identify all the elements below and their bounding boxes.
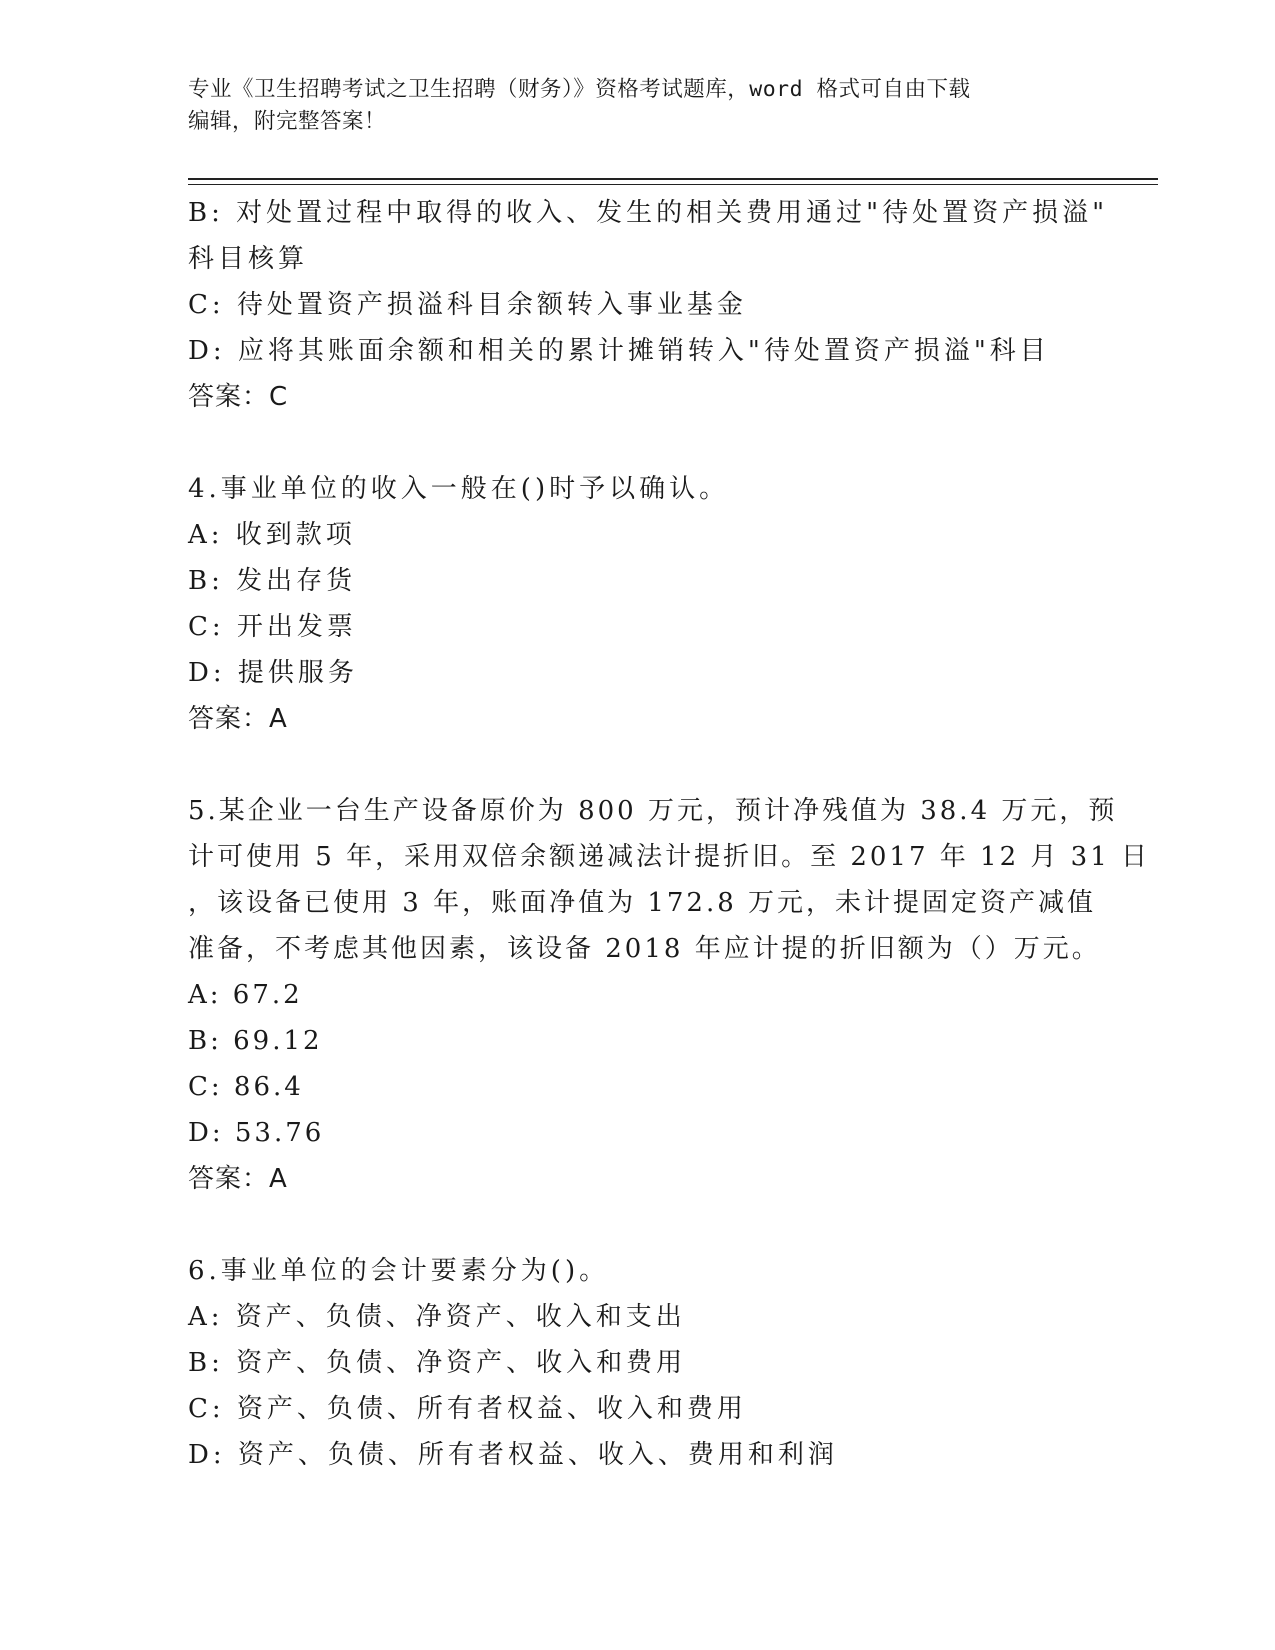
option-c: C: 资产、负债、所有者权益、收入和费用	[188, 1394, 747, 1424]
question-3	[188, 190, 1109, 420]
option-a: A: 67.2	[188, 980, 303, 1010]
spacer	[188, 420, 1088, 466]
option-b: B: 对处置过程中取得的收入、发生的相关费用通过"待处置资产损溢"	[188, 198, 1109, 228]
option-a: A: 资产、负债、净资产、收入和支出	[188, 1302, 686, 1332]
answer: 答案：A	[188, 704, 288, 734]
option-b: B: 发出存货	[188, 566, 357, 596]
option-c: C: 待处置资产损溢科目余额转入事业基金	[188, 290, 747, 320]
header-divider-thick	[188, 178, 1158, 180]
document-header	[188, 74, 1078, 138]
header-divider-thin	[188, 184, 1158, 185]
option-b: B: 资产、负债、净资产、收入和费用	[188, 1348, 687, 1378]
option-c: C: 开出发票	[188, 612, 357, 642]
spacer	[188, 742, 1088, 788]
question-list	[188, 190, 1150, 1478]
option-d: D: 53.76	[188, 1118, 325, 1148]
question-stem-line-3: ，该设备已使用 3 年，账面净值为 172.8 万元，未计提固定资产减值	[188, 888, 1097, 918]
header-line-2: 编辑，附完整答案！	[188, 109, 387, 134]
question-stem-line-1: 5.某企业一台生产设备原价为 800 万元，预计净残值为 38.4 万元，预	[188, 796, 1118, 826]
answer: 答案：A	[188, 1164, 288, 1194]
question-stem-line-2: 计可使用 5 年，采用双倍余额递减法计提折旧。至 2017 年 12 月 31 日	[188, 842, 1150, 872]
option-b-continued: 科目核算	[188, 244, 309, 274]
option-d: D: 资产、负债、所有者权益、收入、费用和利润	[188, 1440, 838, 1470]
question-4	[188, 466, 1088, 742]
option-d: D: 应将其账面余额和相关的累计摊销转入"待处置资产损溢"科目	[188, 336, 1050, 366]
header-line-1: 专业《卫生招聘考试之卫生招聘（财务）》资格考试题库，word 格式可自由下载	[188, 77, 971, 102]
question-stem: 6.事业单位的会计要素分为()。	[188, 1256, 610, 1286]
option-a: A: 收到款项	[188, 520, 356, 550]
answer: 答案：C	[188, 382, 289, 412]
question-5	[188, 788, 1150, 1202]
question-stem-line-4: 准备，不考虑其他因素，该设备 2018 年应计提的折旧额为（）万元。	[188, 934, 1101, 964]
question-stem: 4.事业单位的收入一般在()时予以确认。	[188, 474, 730, 504]
option-d: D: 提供服务	[188, 658, 358, 688]
option-c: C: 86.4	[188, 1072, 304, 1102]
question-6	[188, 1248, 1088, 1478]
option-b: B: 69.12	[188, 1026, 323, 1056]
spacer	[188, 1202, 1088, 1248]
